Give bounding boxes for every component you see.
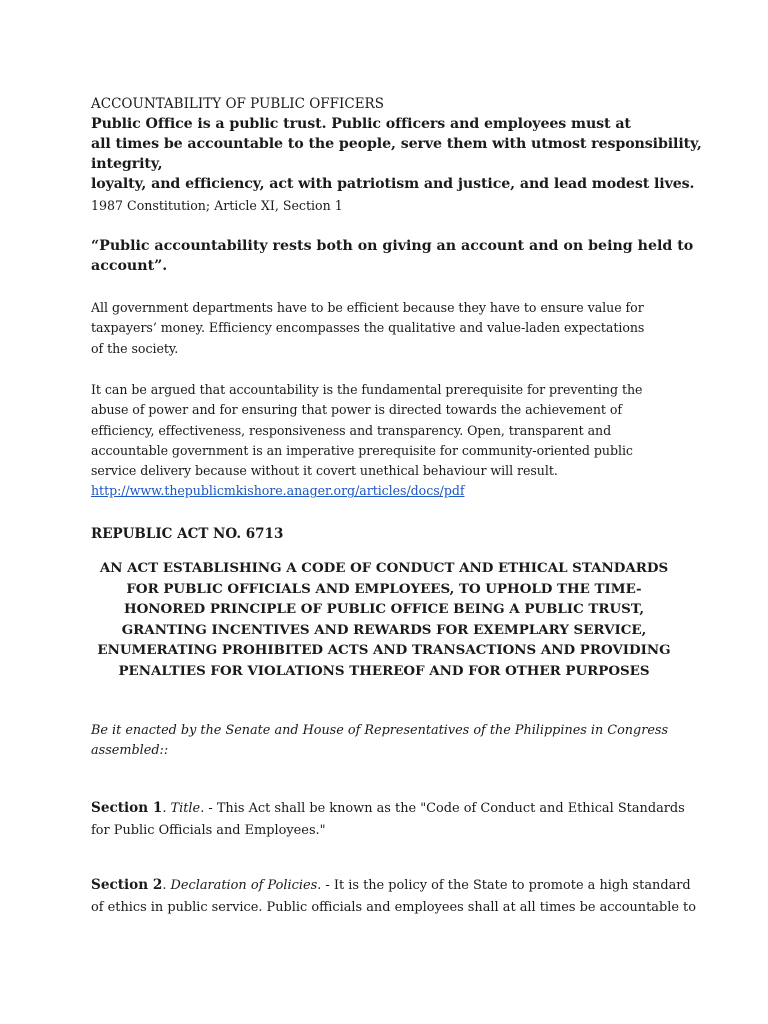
act-title-line: GRANTING INCENTIVES AND REWARDS FOR EXEMPLARY SERVICE, xyxy=(121,621,647,638)
trust-line: Public Office is a public trust. Public officers and employees must at xyxy=(91,116,631,132)
public-trust-statement xyxy=(91,114,711,194)
section-2-text: . - It is the policy of the State to promote a high standard xyxy=(317,878,691,893)
enacting-line: Be it enacted by the Senate and House of Representatives of the Philippines in Congress xyxy=(91,723,669,738)
section-1-label: Section 1 xyxy=(91,800,163,816)
citation-text: 1987 Constitution; Article XI, Section 1 xyxy=(91,198,343,213)
quote-line: “Public accountability rests both on giving an account and on being held to xyxy=(91,238,694,254)
trust-line: loyalty, and efficiency, act with patriotism and justice, and lead modest lives. xyxy=(91,176,695,192)
trust-line: all times be accountable to the people, serve them with utmost responsibility, xyxy=(91,136,702,152)
enacting-clause xyxy=(91,721,691,761)
section-2 xyxy=(91,874,696,919)
act-title-line: FOR PUBLIC OFFICIALS AND EMPLOYEES, TO UPHOLD THE TIME- xyxy=(126,580,642,597)
section-2-line: Section 2. Declaration of Policies. - It is the policy of the State to promote a high standard xyxy=(91,877,691,893)
act-title-line: ENUMERATING PROHIBITED ACTS AND TRANSACTIONS AND PROVIDING xyxy=(97,642,671,658)
paragraph-line: abuse of power and for ensuring that power is directed towards the achievement of xyxy=(91,402,622,418)
section-2-heading: Declaration of Policies xyxy=(170,878,318,893)
source-link[interactable]: http://www.thepublicmkishore.anager.org/articles/docs/pdf xyxy=(91,483,465,499)
section-1 xyxy=(91,797,691,842)
accountability-paragraph xyxy=(91,380,691,502)
paragraph-line: accountable government is an imperative prerequisite for community-oriented public xyxy=(91,442,633,458)
paragraph-line: It can be argued that accountability is the fundamental prerequisite for preventing the xyxy=(91,382,643,397)
act-title-line: AN ACT ESTABLISHING A CODE OF CONDUCT AND ETHICAL STANDARDS xyxy=(99,560,669,576)
paragraph-line: All government departments have to be efficient because they have to ensure value for xyxy=(91,300,644,315)
enacting-line: assembled:: xyxy=(91,743,169,758)
section-1-line: for Public Officials and Employees." xyxy=(91,823,326,838)
paragraph-line: of the society. xyxy=(91,340,179,356)
act-title-line: PENALTIES FOR VIOLATIONS THEREOF AND FOR OTHER PURPOSES xyxy=(118,662,650,679)
paragraph-line: service delivery because without it covert unethical behaviour will result. xyxy=(91,463,558,479)
act-number-text: REPUBLIC ACT NO. 6713 xyxy=(91,526,284,542)
section-2-line: of ethics in public service. Public officials and employees shall at all times be accountable to xyxy=(91,900,696,915)
republic-act-number xyxy=(91,524,691,544)
document-title xyxy=(91,94,691,114)
section-2-label: Section 2 xyxy=(91,877,163,893)
paragraph-line: taxpayers’ money. Efficiency encompasses the qualitative and value-laden expectations xyxy=(91,320,645,336)
efficiency-paragraph xyxy=(91,298,691,359)
section-1-text: . - This Act shall be known as the "Code of Conduct and Ethical Standards xyxy=(200,801,685,816)
quote-line: account”. xyxy=(91,258,168,274)
paragraph-line: efficiency, effectiveness, responsiveness and transparency. Open, transparent and xyxy=(91,422,612,438)
title-text: ACCOUNTABILITY OF PUBLIC OFFICERS xyxy=(91,96,384,112)
accountability-quote xyxy=(91,236,694,276)
trust-line: integrity, xyxy=(91,156,163,172)
section-1-line: Section 1. Title. - This Act shall be known as the "Code of Conduct and Ethical Standards xyxy=(91,800,685,816)
section-1-heading: Title xyxy=(170,801,201,816)
act-title-line: HONORED PRINCIPLE OF PUBLIC OFFICE BEING A PUBLIC TRUST, xyxy=(123,601,644,617)
constitution-citation xyxy=(91,196,691,216)
act-title xyxy=(86,558,682,681)
